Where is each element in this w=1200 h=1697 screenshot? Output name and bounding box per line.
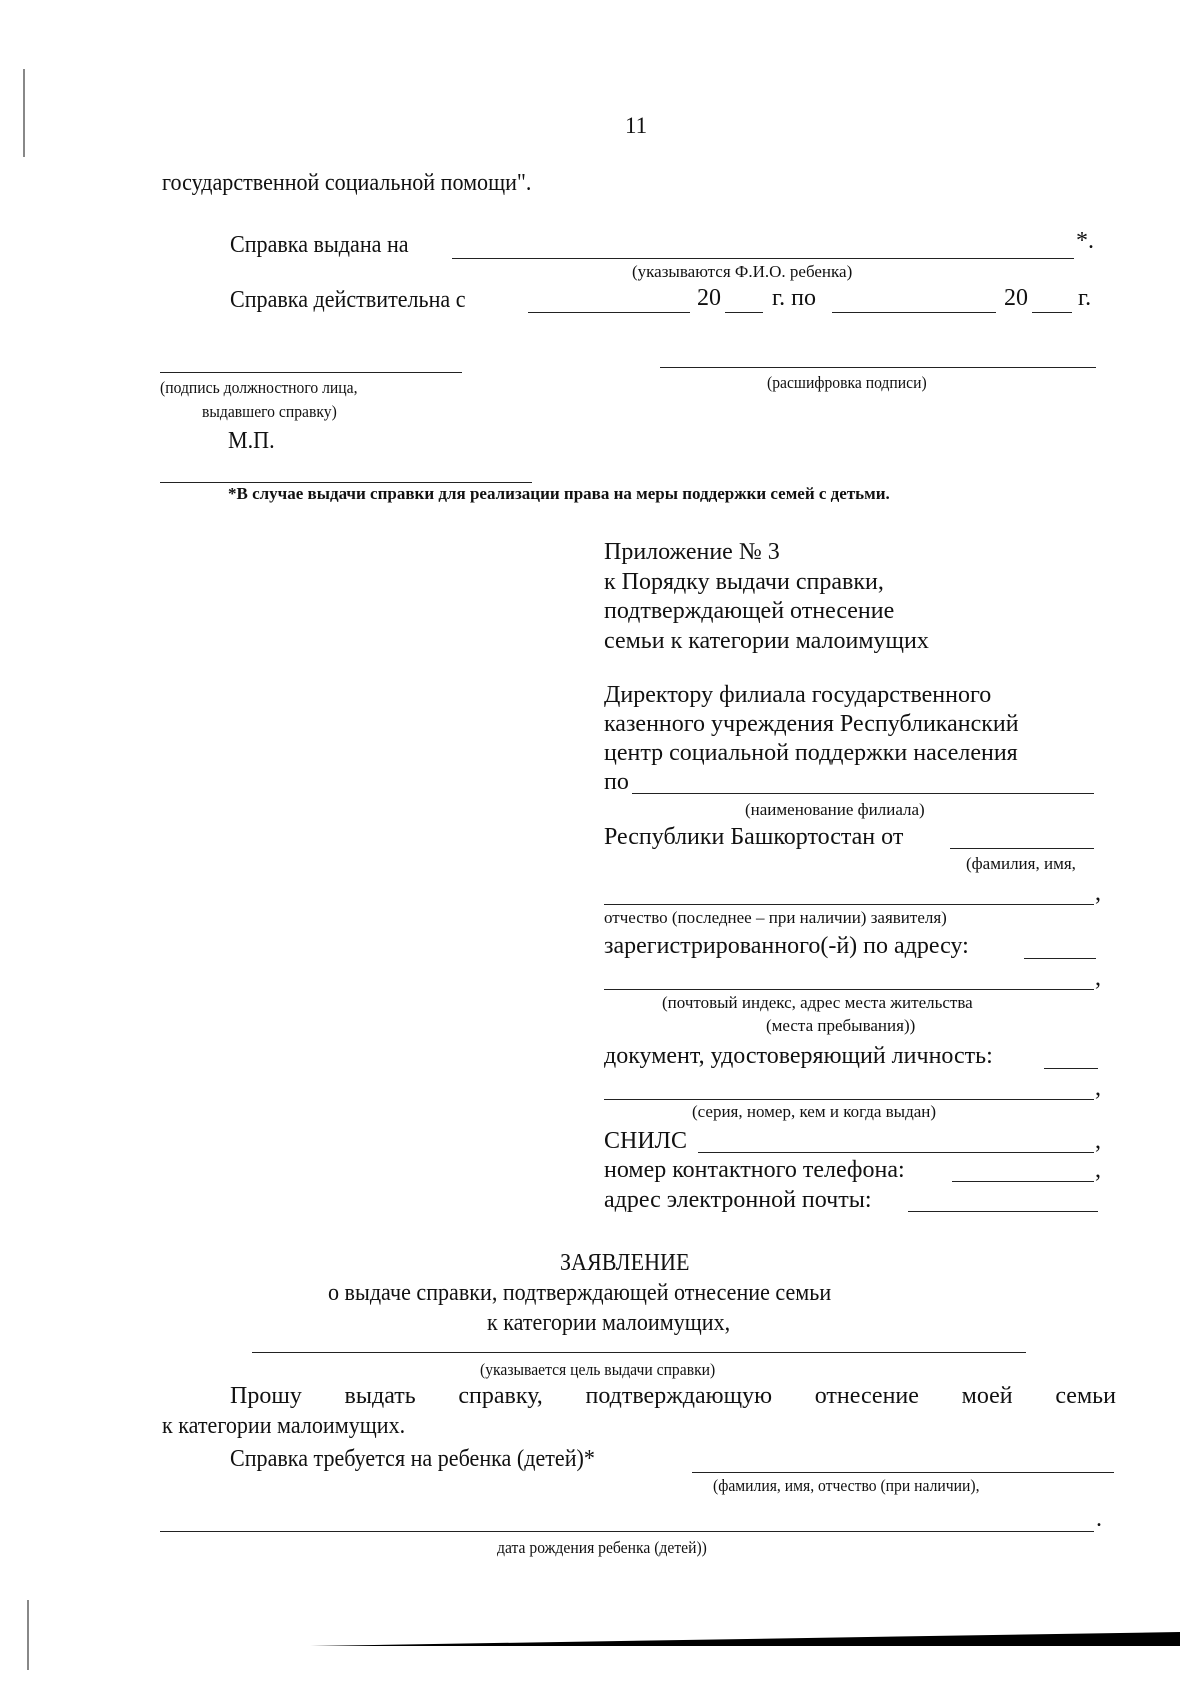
valid-to-date-field[interactable] xyxy=(832,312,996,313)
id-doc-hint: (серия, номер, кем и когда выдан) xyxy=(692,1102,937,1121)
year-suffix-1: г. по xyxy=(772,285,816,311)
comma: , xyxy=(1095,1128,1101,1154)
page-number: 11 xyxy=(625,113,648,138)
address-hint-1: (почтовый индекс, адрес места жительства xyxy=(662,993,973,1012)
snils-field[interactable] xyxy=(698,1152,1094,1153)
applicant-name-field-1[interactable] xyxy=(950,848,1094,849)
request-word: подтверждающую xyxy=(585,1383,772,1409)
request-word: моей xyxy=(961,1383,1013,1409)
appendix-line: семьи к категории малоимущих xyxy=(604,628,929,654)
continuation-text: государственной социальной помощи". xyxy=(162,170,532,196)
signature-field[interactable] xyxy=(160,372,462,373)
request-word: Прошу xyxy=(230,1383,302,1409)
comma: , xyxy=(1095,1075,1101,1101)
stamp-label: М.П. xyxy=(228,428,275,454)
republic-from-label: Республики Башкортостан от xyxy=(604,824,904,850)
email-field[interactable] xyxy=(908,1211,1098,1212)
addressee-line: казенного учреждения Республиканский xyxy=(604,711,1019,737)
children-hint-1: (фамилия, имя, отчество (при наличии), xyxy=(713,1476,980,1495)
children-field-1[interactable] xyxy=(692,1472,1114,1473)
po-label: по xyxy=(604,769,629,795)
application-title: ЗАЯВЛЕНИЕ xyxy=(560,1250,690,1276)
issued-to-field[interactable] xyxy=(452,258,1074,259)
email-label: адрес электронной почты: xyxy=(604,1187,872,1213)
issued-to-hint: (указываются Ф.И.О. ребенка) xyxy=(632,262,853,281)
request-word: справку, xyxy=(458,1383,543,1409)
address-field-2[interactable] xyxy=(604,989,1094,990)
id-doc-field-2[interactable] xyxy=(604,1099,1094,1100)
addressee-line: центр социальной поддержки населения xyxy=(604,740,1018,766)
scan-edge-mark xyxy=(27,1600,29,1670)
snils-label: СНИЛС xyxy=(604,1128,687,1154)
valid-from-date-field[interactable] xyxy=(528,312,690,313)
name-hint-1: (фамилия, имя, xyxy=(966,854,1076,873)
phone-label: номер контактного телефона: xyxy=(604,1157,905,1183)
request-line-2: к категории малоимущих. xyxy=(162,1413,406,1439)
applicant-name-field-2[interactable] xyxy=(604,904,1094,905)
appendix-line: Приложение № 3 xyxy=(604,539,780,565)
addressee-line: Директору филиала государственного xyxy=(604,682,992,708)
issued-to-suffix: *. xyxy=(1076,228,1094,254)
children-field-2[interactable] xyxy=(160,1531,1094,1532)
request-word: семьи xyxy=(1055,1383,1116,1409)
appendix-line: к Порядку выдачи справки, xyxy=(604,569,884,595)
id-doc-field-1[interactable] xyxy=(1044,1068,1098,1069)
valid-from-label: Справка действительна с xyxy=(230,287,466,313)
valid-from-year-field[interactable] xyxy=(725,312,763,313)
footnote: *В случае выдачи справки для реализации права на меры поддержки семей с детьми. xyxy=(228,484,890,503)
request-word: отнесение xyxy=(814,1383,919,1409)
phone-field[interactable] xyxy=(952,1181,1094,1182)
registered-label: зарегистрированного(-й) по адресу: xyxy=(604,933,969,959)
scan-shadow-bar xyxy=(310,1632,1180,1646)
branch-hint: (наименование филиала) xyxy=(745,800,925,819)
address-hint-2: (места пребывания)) xyxy=(766,1016,916,1035)
children-hint-2: дата рождения ребенка (детей)) xyxy=(497,1538,707,1557)
decode-hint: (расшифровка подписи) xyxy=(767,373,927,392)
valid-to-year-field[interactable] xyxy=(1032,312,1072,313)
request-word: выдать xyxy=(344,1383,416,1409)
issued-to-label: Справка выдана на xyxy=(230,232,409,258)
year-prefix-2: 20 xyxy=(1004,285,1028,311)
signature-hint-2: выдавшего справку) xyxy=(202,402,337,421)
request-line-1 xyxy=(230,1383,1116,1410)
comma: , xyxy=(1095,880,1101,906)
address-field-1[interactable] xyxy=(1024,958,1096,959)
children-label: Справка требуется на ребенка (детей)* xyxy=(230,1446,595,1472)
scan-edge-mark xyxy=(23,69,25,157)
year-suffix-2: г. xyxy=(1078,285,1092,311)
application-subtitle-2: к категории малоимущих, xyxy=(487,1310,731,1336)
purpose-field[interactable] xyxy=(252,1352,1026,1353)
comma: , xyxy=(1095,1157,1101,1183)
signature-hint-1: (подпись должностного лица, xyxy=(160,378,358,397)
period: . xyxy=(1096,1506,1102,1532)
name-hint-2: отчество (последнее – при наличии) заявителя) xyxy=(604,908,947,927)
purpose-hint: (указывается цель выдачи справки) xyxy=(480,1360,716,1379)
signature-decode-field[interactable] xyxy=(660,367,1096,368)
id-doc-label: документ, удостоверяющий личность: xyxy=(604,1043,993,1069)
footnote-separator xyxy=(160,482,532,483)
appendix-line: подтверждающей отнесение xyxy=(604,598,895,624)
comma: , xyxy=(1095,965,1101,991)
year-prefix-1: 20 xyxy=(697,285,721,311)
application-subtitle-1: о выдаче справки, подтверждающей отнесение семьи xyxy=(328,1280,832,1306)
branch-name-field[interactable] xyxy=(632,793,1094,794)
